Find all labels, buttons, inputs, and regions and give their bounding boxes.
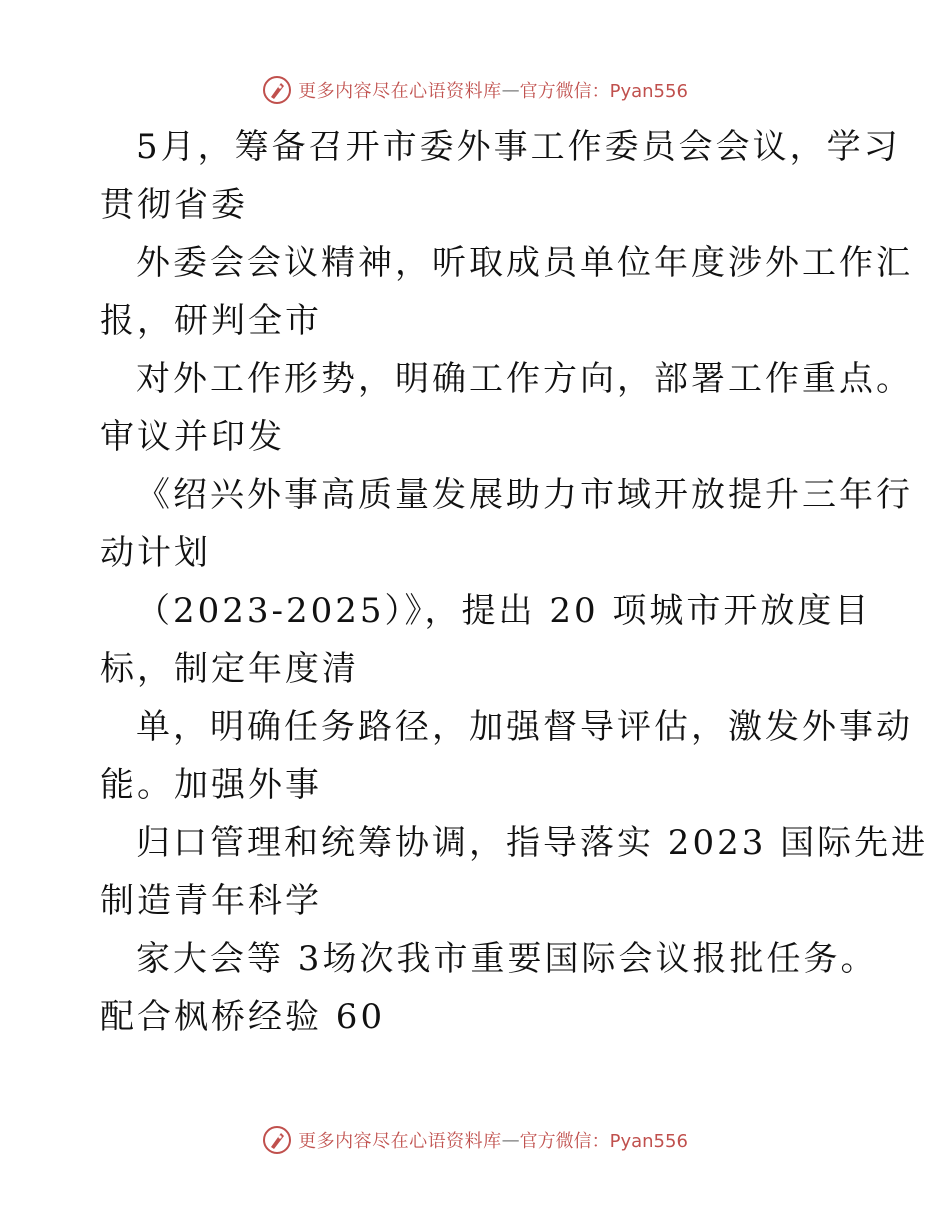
text-line: 报，研判全市 [100, 301, 322, 341]
pen-nib-logo-icon [262, 75, 292, 105]
text-line: 外委会会议精神，听取成员单位年度涉外工作汇 [136, 243, 913, 283]
watermark-text: 更多内容尽在心语资料库 [298, 1131, 502, 1152]
text-line: 贯彻省委 [100, 185, 248, 225]
watermark-account: 官方微信：Pyan556 [519, 81, 688, 102]
text-line: 动计划 [100, 533, 211, 573]
text-line: 《绍兴外事高质量发展助力市域开放提升三年行 [136, 475, 913, 515]
text-line: 标，制定年度清 [100, 649, 359, 689]
pen-nib-logo-icon [262, 1125, 292, 1155]
watermark-separator: — [501, 79, 520, 101]
footer-watermark [0, 1120, 950, 1160]
text-line: 能。加强外事 [100, 765, 322, 805]
text-line: 单，明确任务路径，加强督导评估，激发外事动 [136, 707, 913, 747]
text-line: 审议并印发 [100, 417, 285, 457]
watermark-account: 官方微信：Pyan556 [519, 1131, 688, 1152]
text-line: （2023-2025）》，提出 20 项城市开放度目 [136, 591, 872, 631]
text-line: 制造青年科学 [100, 881, 322, 921]
watermark-separator: — [501, 1129, 520, 1151]
text-line: 配合枫桥经验 60 [100, 997, 386, 1037]
text-line: 对外工作形势，明确工作方向，部署工作重点。 [136, 359, 913, 399]
header-watermark [0, 70, 950, 110]
text-line: 家大会等 3场次我市重要国际会议报批任务。 [136, 939, 878, 979]
text-line: 归口管理和统筹协调，指导落实 2023 国际先进 [136, 823, 929, 863]
watermark-text: 更多内容尽在心语资料库 [298, 81, 502, 102]
text-line: 5月，筹备召开市委外事工作委员会会议，学习 [136, 127, 901, 167]
